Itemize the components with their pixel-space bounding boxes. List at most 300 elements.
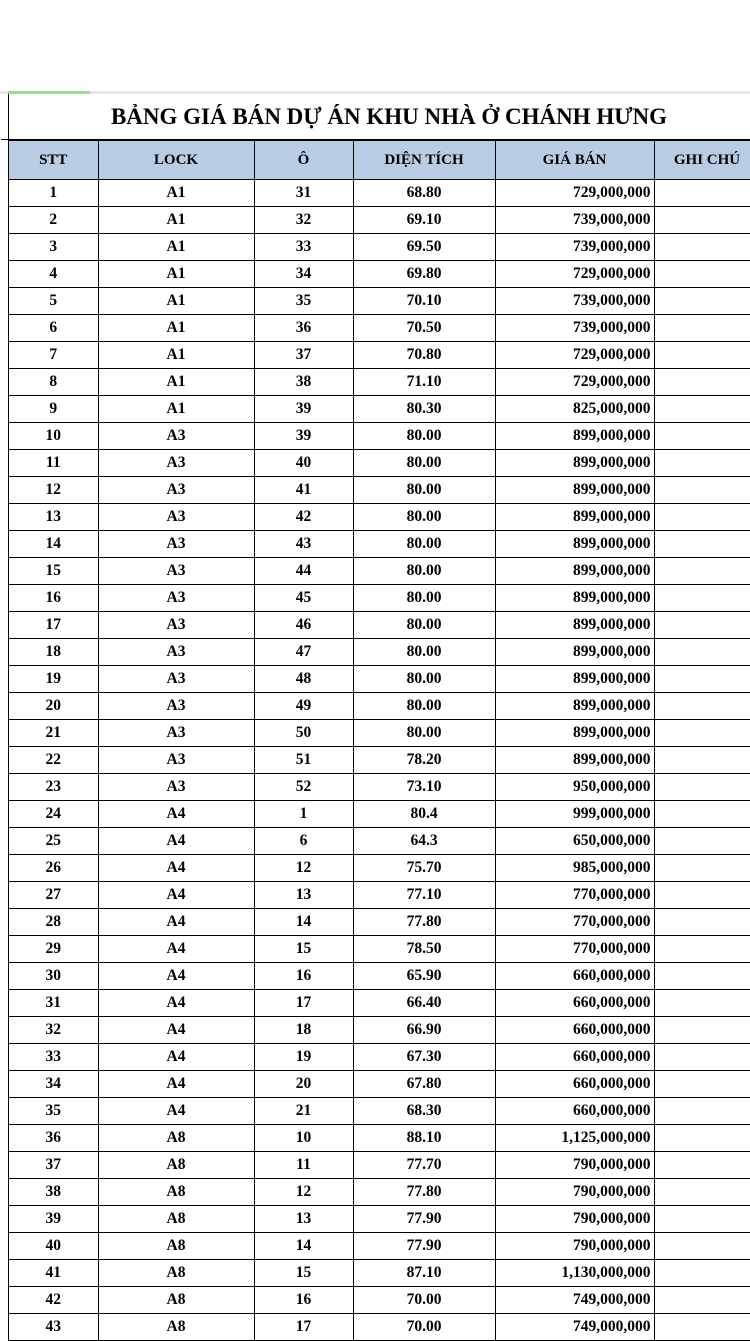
- cell-o[interactable]: 10: [254, 1125, 353, 1152]
- cell-o[interactable]: 35: [254, 288, 353, 315]
- cell-lock[interactable]: A1: [98, 207, 254, 234]
- cell-ghi-chu[interactable]: [654, 747, 750, 774]
- cell-o[interactable]: 44: [254, 558, 353, 585]
- cell-lock[interactable]: A3: [98, 612, 254, 639]
- cell-lock[interactable]: A3: [98, 585, 254, 612]
- cell-stt[interactable]: 22: [9, 747, 98, 774]
- header-gia-ban: GIÁ BÁN: [495, 141, 654, 180]
- cell-stt[interactable]: 34: [9, 1071, 98, 1098]
- cell-gia-ban[interactable]: 729,000,000: [495, 261, 654, 288]
- cell-ghi-chu[interactable]: [654, 963, 750, 990]
- cell-ghi-chu[interactable]: [654, 1179, 750, 1206]
- cell-gia-ban[interactable]: 650,000,000: [495, 828, 654, 855]
- cell-lock[interactable]: A8: [98, 1314, 254, 1341]
- cell-stt[interactable]: 39: [9, 1206, 98, 1233]
- cell-lock[interactable]: A3: [98, 450, 254, 477]
- cell-dien-tich[interactable]: 80.00: [353, 693, 495, 720]
- cell-stt[interactable]: 21: [9, 720, 98, 747]
- cell-gia-ban[interactable]: 749,000,000: [495, 1314, 654, 1341]
- cell-ghi-chu[interactable]: [654, 477, 750, 504]
- cell-stt[interactable]: 20: [9, 693, 98, 720]
- cell-ghi-chu[interactable]: [654, 531, 750, 558]
- cell-o[interactable]: 49: [254, 693, 353, 720]
- table-row: [9, 774, 750, 801]
- table-row: [9, 720, 750, 747]
- cell-lock[interactable]: A8: [98, 1287, 254, 1314]
- table-row: [9, 1017, 750, 1044]
- cell-ghi-chu[interactable]: [654, 180, 750, 207]
- table-row: [9, 828, 750, 855]
- cell-dien-tich[interactable]: 80.00: [353, 423, 495, 450]
- table-row: [9, 315, 750, 342]
- cell-gia-ban[interactable]: 739,000,000: [495, 234, 654, 261]
- cell-stt[interactable]: 1: [9, 180, 98, 207]
- cell-gia-ban[interactable]: 899,000,000: [495, 531, 654, 558]
- cell-stt[interactable]: 2: [9, 207, 98, 234]
- cell-o[interactable]: 15: [254, 1260, 353, 1287]
- table-row: [9, 1044, 750, 1071]
- cell-ghi-chu[interactable]: [654, 666, 750, 693]
- cell-dien-tich[interactable]: 68.30: [353, 1098, 495, 1125]
- cell-lock[interactable]: A4: [98, 1071, 254, 1098]
- cell-stt[interactable]: 25: [9, 828, 98, 855]
- cell-lock[interactable]: A1: [98, 369, 254, 396]
- cell-ghi-chu[interactable]: [654, 1260, 750, 1287]
- cell-o[interactable]: 12: [254, 855, 353, 882]
- cell-ghi-chu[interactable]: [654, 936, 750, 963]
- table-row: [9, 1260, 750, 1287]
- cell-lock[interactable]: A1: [98, 342, 254, 369]
- cell-gia-ban[interactable]: 739,000,000: [495, 288, 654, 315]
- table-row: [9, 936, 750, 963]
- cell-stt[interactable]: 4: [9, 261, 98, 288]
- cell-stt[interactable]: 31: [9, 990, 98, 1017]
- cell-ghi-chu[interactable]: [654, 261, 750, 288]
- cell-ghi-chu[interactable]: [654, 855, 750, 882]
- cell-stt[interactable]: 18: [9, 639, 98, 666]
- cell-gia-ban[interactable]: 729,000,000: [495, 342, 654, 369]
- cell-lock[interactable]: A4: [98, 1098, 254, 1125]
- cell-gia-ban[interactable]: 899,000,000: [495, 504, 654, 531]
- cell-dien-tich[interactable]: 67.30: [353, 1044, 495, 1071]
- cell-gia-ban[interactable]: 790,000,000: [495, 1206, 654, 1233]
- cell-gia-ban[interactable]: 739,000,000: [495, 207, 654, 234]
- cell-gia-ban[interactable]: 770,000,000: [495, 909, 654, 936]
- cell-o[interactable]: 40: [254, 450, 353, 477]
- table-row: [9, 558, 750, 585]
- cell-ghi-chu[interactable]: [654, 207, 750, 234]
- cell-stt[interactable]: 24: [9, 801, 98, 828]
- cell-lock[interactable]: A1: [98, 180, 254, 207]
- cell-o[interactable]: 47: [254, 639, 353, 666]
- cell-dien-tich[interactable]: 66.40: [353, 990, 495, 1017]
- header-ghi-chu: GHI CHÚ: [654, 141, 750, 180]
- cell-stt[interactable]: 27: [9, 882, 98, 909]
- cell-lock[interactable]: A8: [98, 1233, 254, 1260]
- cell-lock[interactable]: A1: [98, 261, 254, 288]
- cell-dien-tich[interactable]: 80.00: [353, 558, 495, 585]
- cell-gia-ban[interactable]: 660,000,000: [495, 1044, 654, 1071]
- cell-dien-tich[interactable]: 78.20: [353, 747, 495, 774]
- cell-o[interactable]: 42: [254, 504, 353, 531]
- table-row: [9, 342, 750, 369]
- cell-ghi-chu[interactable]: [654, 1125, 750, 1152]
- cell-dien-tich[interactable]: 80.00: [353, 720, 495, 747]
- table-row: [9, 261, 750, 288]
- cell-o[interactable]: 21: [254, 1098, 353, 1125]
- cell-lock[interactable]: A4: [98, 1044, 254, 1071]
- cell-dien-tich[interactable]: 77.10: [353, 882, 495, 909]
- cell-o[interactable]: 41: [254, 477, 353, 504]
- cell-dien-tich[interactable]: 64.3: [353, 828, 495, 855]
- table-row: [9, 1179, 750, 1206]
- table-row: [9, 693, 750, 720]
- table-row: [9, 477, 750, 504]
- cell-stt[interactable]: 15: [9, 558, 98, 585]
- header-stt: STT: [9, 141, 98, 180]
- cell-stt[interactable]: 3: [9, 234, 98, 261]
- cell-o[interactable]: 11: [254, 1152, 353, 1179]
- cell-ghi-chu[interactable]: [654, 288, 750, 315]
- table-row: [9, 963, 750, 990]
- cell-ghi-chu[interactable]: [654, 315, 750, 342]
- cell-dien-tich[interactable]: 77.80: [353, 909, 495, 936]
- cell-dien-tich[interactable]: 65.90: [353, 963, 495, 990]
- cell-dien-tich[interactable]: 69.10: [353, 207, 495, 234]
- cell-stt[interactable]: 13: [9, 504, 98, 531]
- cell-o[interactable]: 15: [254, 936, 353, 963]
- cell-dien-tich[interactable]: 70.00: [353, 1314, 495, 1341]
- cell-lock[interactable]: A8: [98, 1179, 254, 1206]
- cell-o[interactable]: 13: [254, 1206, 353, 1233]
- cell-o[interactable]: 1: [254, 801, 353, 828]
- cell-gia-ban[interactable]: 825,000,000: [495, 396, 654, 423]
- table-row: [9, 234, 750, 261]
- cell-ghi-chu[interactable]: [654, 369, 750, 396]
- cell-dien-tich[interactable]: 80.00: [353, 450, 495, 477]
- cell-ghi-chu[interactable]: [654, 396, 750, 423]
- table-row: [9, 909, 750, 936]
- cell-o[interactable]: 17: [254, 990, 353, 1017]
- cell-o[interactable]: 48: [254, 666, 353, 693]
- cell-o[interactable]: 12: [254, 1179, 353, 1206]
- cell-dien-tich[interactable]: 77.90: [353, 1206, 495, 1233]
- cell-gia-ban[interactable]: 899,000,000: [495, 666, 654, 693]
- table-row: [9, 450, 750, 477]
- cell-gia-ban[interactable]: 899,000,000: [495, 477, 654, 504]
- cell-dien-tich[interactable]: 68.80: [353, 180, 495, 207]
- header-o: Ô: [254, 141, 353, 180]
- cell-dien-tich[interactable]: 77.90: [353, 1233, 495, 1260]
- table-row: [9, 990, 750, 1017]
- cell-ghi-chu[interactable]: [654, 882, 750, 909]
- cell-gia-ban[interactable]: 660,000,000: [495, 1071, 654, 1098]
- table-row: [9, 1098, 750, 1125]
- sheet-title: BẢNG GIÁ BÁN DỰ ÁN KHU NHÀ Ở CHÁNH HƯNG: [1, 94, 750, 140]
- cell-lock[interactable]: A4: [98, 936, 254, 963]
- cell-lock[interactable]: A3: [98, 531, 254, 558]
- cell-gia-ban[interactable]: 739,000,000: [495, 315, 654, 342]
- cell-gia-ban[interactable]: 660,000,000: [495, 1098, 654, 1125]
- cell-o[interactable]: 16: [254, 963, 353, 990]
- cell-ghi-chu[interactable]: [654, 774, 750, 801]
- cell-ghi-chu[interactable]: [654, 1287, 750, 1314]
- table-row: [9, 1233, 750, 1260]
- cell-dien-tich[interactable]: 66.90: [353, 1017, 495, 1044]
- cell-stt[interactable]: 33: [9, 1044, 98, 1071]
- cell-ghi-chu[interactable]: [654, 504, 750, 531]
- cell-stt[interactable]: 26: [9, 855, 98, 882]
- cell-gia-ban[interactable]: 749,000,000: [495, 1287, 654, 1314]
- cell-o[interactable]: 50: [254, 720, 353, 747]
- cell-ghi-chu[interactable]: [654, 639, 750, 666]
- cell-stt[interactable]: 7: [9, 342, 98, 369]
- cell-stt[interactable]: 11: [9, 450, 98, 477]
- cell-dien-tich[interactable]: 67.80: [353, 1071, 495, 1098]
- cell-ghi-chu[interactable]: [654, 1314, 750, 1341]
- cell-o[interactable]: 13: [254, 882, 353, 909]
- cell-ghi-chu[interactable]: [654, 585, 750, 612]
- table-row: [9, 612, 750, 639]
- cell-o[interactable]: 52: [254, 774, 353, 801]
- cell-stt[interactable]: 38: [9, 1179, 98, 1206]
- table-row: [9, 1314, 750, 1341]
- cell-o[interactable]: 31: [254, 180, 353, 207]
- price-sheet: [8, 94, 750, 1341]
- cell-ghi-chu[interactable]: [654, 1233, 750, 1260]
- cell-ghi-chu[interactable]: [654, 1098, 750, 1125]
- table-row: [9, 855, 750, 882]
- cell-stt[interactable]: 35: [9, 1098, 98, 1125]
- cell-gia-ban[interactable]: 1,125,000,000: [495, 1125, 654, 1152]
- cell-gia-ban[interactable]: 660,000,000: [495, 990, 654, 1017]
- cell-lock[interactable]: A3: [98, 477, 254, 504]
- cell-gia-ban[interactable]: 790,000,000: [495, 1233, 654, 1260]
- cell-dien-tich[interactable]: 80.00: [353, 477, 495, 504]
- cell-lock[interactable]: A8: [98, 1260, 254, 1287]
- cell-stt[interactable]: 14: [9, 531, 98, 558]
- table-row: [9, 369, 750, 396]
- cell-lock[interactable]: A1: [98, 315, 254, 342]
- cell-stt[interactable]: 8: [9, 369, 98, 396]
- table-body: [9, 180, 750, 1341]
- cell-stt[interactable]: 6: [9, 315, 98, 342]
- cell-o[interactable]: 14: [254, 1233, 353, 1260]
- table-header-row: [9, 141, 750, 180]
- cell-lock[interactable]: A3: [98, 693, 254, 720]
- cell-o[interactable]: 20: [254, 1071, 353, 1098]
- cell-dien-tich[interactable]: 80.00: [353, 504, 495, 531]
- cell-gia-ban[interactable]: 729,000,000: [495, 180, 654, 207]
- cell-dien-tich[interactable]: 80.00: [353, 612, 495, 639]
- cell-lock[interactable]: A4: [98, 801, 254, 828]
- cell-o[interactable]: 39: [254, 396, 353, 423]
- cell-dien-tich[interactable]: 80.00: [353, 639, 495, 666]
- cell-ghi-chu[interactable]: [654, 1071, 750, 1098]
- cell-o[interactable]: 38: [254, 369, 353, 396]
- table-row: [9, 531, 750, 558]
- cell-o[interactable]: 18: [254, 1017, 353, 1044]
- table-row: [9, 207, 750, 234]
- cell-stt[interactable]: 28: [9, 909, 98, 936]
- cell-dien-tich[interactable]: 80.30: [353, 396, 495, 423]
- cell-o[interactable]: 6: [254, 828, 353, 855]
- cell-lock[interactable]: A3: [98, 720, 254, 747]
- cell-gia-ban[interactable]: 899,000,000: [495, 450, 654, 477]
- table-row: [9, 1125, 750, 1152]
- cell-dien-tich[interactable]: 80.00: [353, 666, 495, 693]
- cell-dien-tich[interactable]: 78.50: [353, 936, 495, 963]
- cell-lock[interactable]: A4: [98, 990, 254, 1017]
- cell-dien-tich[interactable]: 77.80: [353, 1179, 495, 1206]
- table-row: [9, 1152, 750, 1179]
- cell-lock[interactable]: A3: [98, 423, 254, 450]
- cell-gia-ban[interactable]: 985,000,000: [495, 855, 654, 882]
- cell-dien-tich[interactable]: 70.10: [353, 288, 495, 315]
- cell-o[interactable]: 16: [254, 1287, 353, 1314]
- cell-o[interactable]: 39: [254, 423, 353, 450]
- cell-lock[interactable]: A4: [98, 1017, 254, 1044]
- cell-o[interactable]: 32: [254, 207, 353, 234]
- cell-lock[interactable]: A3: [98, 666, 254, 693]
- cell-lock[interactable]: A3: [98, 774, 254, 801]
- cell-ghi-chu[interactable]: [654, 1152, 750, 1179]
- cell-dien-tich[interactable]: 88.10: [353, 1125, 495, 1152]
- cell-stt[interactable]: 29: [9, 936, 98, 963]
- cell-dien-tich[interactable]: 73.10: [353, 774, 495, 801]
- cell-ghi-chu[interactable]: [654, 1044, 750, 1071]
- cell-gia-ban[interactable]: 899,000,000: [495, 693, 654, 720]
- cell-stt[interactable]: 42: [9, 1287, 98, 1314]
- cell-o[interactable]: 14: [254, 909, 353, 936]
- cell-dien-tich[interactable]: 75.70: [353, 855, 495, 882]
- cell-dien-tich[interactable]: 80.00: [353, 531, 495, 558]
- cell-gia-ban[interactable]: 899,000,000: [495, 558, 654, 585]
- cell-dien-tich[interactable]: 87.10: [353, 1260, 495, 1287]
- cell-lock[interactable]: A4: [98, 855, 254, 882]
- cell-lock[interactable]: A3: [98, 504, 254, 531]
- cell-lock[interactable]: A4: [98, 963, 254, 990]
- cell-gia-ban[interactable]: 999,000,000: [495, 801, 654, 828]
- cell-o[interactable]: 17: [254, 1314, 353, 1341]
- cell-stt[interactable]: 5: [9, 288, 98, 315]
- cell-ghi-chu[interactable]: [654, 720, 750, 747]
- cell-stt[interactable]: 16: [9, 585, 98, 612]
- cell-stt[interactable]: 41: [9, 1260, 98, 1287]
- cell-dien-tich[interactable]: 69.50: [353, 234, 495, 261]
- table-row: [9, 585, 750, 612]
- cell-stt[interactable]: 23: [9, 774, 98, 801]
- cell-stt[interactable]: 43: [9, 1314, 98, 1341]
- cell-ghi-chu[interactable]: [654, 909, 750, 936]
- cell-ghi-chu[interactable]: [654, 693, 750, 720]
- cell-ghi-chu[interactable]: [654, 1206, 750, 1233]
- cell-gia-ban[interactable]: 899,000,000: [495, 423, 654, 450]
- table-row: [9, 180, 750, 207]
- cell-stt[interactable]: 19: [9, 666, 98, 693]
- cell-dien-tich[interactable]: 80.00: [353, 585, 495, 612]
- cell-lock[interactable]: A3: [98, 747, 254, 774]
- cell-stt[interactable]: 40: [9, 1233, 98, 1260]
- cell-stt[interactable]: 17: [9, 612, 98, 639]
- cell-lock[interactable]: A1: [98, 234, 254, 261]
- cell-gia-ban[interactable]: 899,000,000: [495, 639, 654, 666]
- cell-o[interactable]: 51: [254, 747, 353, 774]
- cell-lock[interactable]: A1: [98, 288, 254, 315]
- cell-dien-tich[interactable]: 70.00: [353, 1287, 495, 1314]
- cell-stt[interactable]: 30: [9, 963, 98, 990]
- cell-stt[interactable]: 9: [9, 396, 98, 423]
- cell-gia-ban[interactable]: 660,000,000: [495, 1017, 654, 1044]
- cell-dien-tich[interactable]: 70.80: [353, 342, 495, 369]
- cell-lock[interactable]: A4: [98, 828, 254, 855]
- cell-ghi-chu[interactable]: [654, 612, 750, 639]
- cell-gia-ban[interactable]: 899,000,000: [495, 612, 654, 639]
- cell-stt[interactable]: 37: [9, 1152, 98, 1179]
- cell-gia-ban[interactable]: 729,000,000: [495, 369, 654, 396]
- cell-ghi-chu[interactable]: [654, 234, 750, 261]
- cell-dien-tich[interactable]: 70.50: [353, 315, 495, 342]
- cell-o[interactable]: 33: [254, 234, 353, 261]
- cell-dien-tich[interactable]: 69.80: [353, 261, 495, 288]
- cell-o[interactable]: 46: [254, 612, 353, 639]
- cell-stt[interactable]: 36: [9, 1125, 98, 1152]
- cell-gia-ban[interactable]: 770,000,000: [495, 882, 654, 909]
- cell-gia-ban[interactable]: 660,000,000: [495, 963, 654, 990]
- cell-dien-tich[interactable]: 80.4: [353, 801, 495, 828]
- cell-lock[interactable]: A4: [98, 909, 254, 936]
- cell-gia-ban[interactable]: 770,000,000: [495, 936, 654, 963]
- cell-lock[interactable]: A8: [98, 1125, 254, 1152]
- table-row: [9, 801, 750, 828]
- cell-o[interactable]: 19: [254, 1044, 353, 1071]
- cell-lock[interactable]: A3: [98, 558, 254, 585]
- cell-lock[interactable]: A8: [98, 1206, 254, 1233]
- cell-gia-ban[interactable]: 790,000,000: [495, 1152, 654, 1179]
- cell-gia-ban[interactable]: 950,000,000: [495, 774, 654, 801]
- cell-ghi-chu[interactable]: [654, 423, 750, 450]
- cell-dien-tich[interactable]: 71.10: [353, 369, 495, 396]
- cell-stt[interactable]: 12: [9, 477, 98, 504]
- cell-stt[interactable]: 32: [9, 1017, 98, 1044]
- cell-ghi-chu[interactable]: [654, 558, 750, 585]
- cell-lock[interactable]: A8: [98, 1152, 254, 1179]
- cell-o[interactable]: 34: [254, 261, 353, 288]
- cell-stt[interactable]: 10: [9, 423, 98, 450]
- cell-gia-ban[interactable]: 899,000,000: [495, 720, 654, 747]
- cell-gia-ban[interactable]: 790,000,000: [495, 1179, 654, 1206]
- cell-ghi-chu[interactable]: [654, 1017, 750, 1044]
- table-row: [9, 396, 750, 423]
- cell-lock[interactable]: A3: [98, 639, 254, 666]
- cell-ghi-chu[interactable]: [654, 828, 750, 855]
- cell-gia-ban[interactable]: 899,000,000: [495, 747, 654, 774]
- table-row: [9, 639, 750, 666]
- cell-o[interactable]: 43: [254, 531, 353, 558]
- cell-ghi-chu[interactable]: [654, 990, 750, 1017]
- cell-gia-ban[interactable]: 899,000,000: [495, 585, 654, 612]
- cell-o[interactable]: 37: [254, 342, 353, 369]
- cell-ghi-chu[interactable]: [654, 801, 750, 828]
- cell-lock[interactable]: A4: [98, 882, 254, 909]
- cell-gia-ban[interactable]: 1,130,000,000: [495, 1260, 654, 1287]
- cell-dien-tich[interactable]: 77.70: [353, 1152, 495, 1179]
- cell-o[interactable]: 36: [254, 315, 353, 342]
- cell-ghi-chu[interactable]: [654, 450, 750, 477]
- cell-o[interactable]: 45: [254, 585, 353, 612]
- cell-lock[interactable]: A1: [98, 396, 254, 423]
- cell-ghi-chu[interactable]: [654, 342, 750, 369]
